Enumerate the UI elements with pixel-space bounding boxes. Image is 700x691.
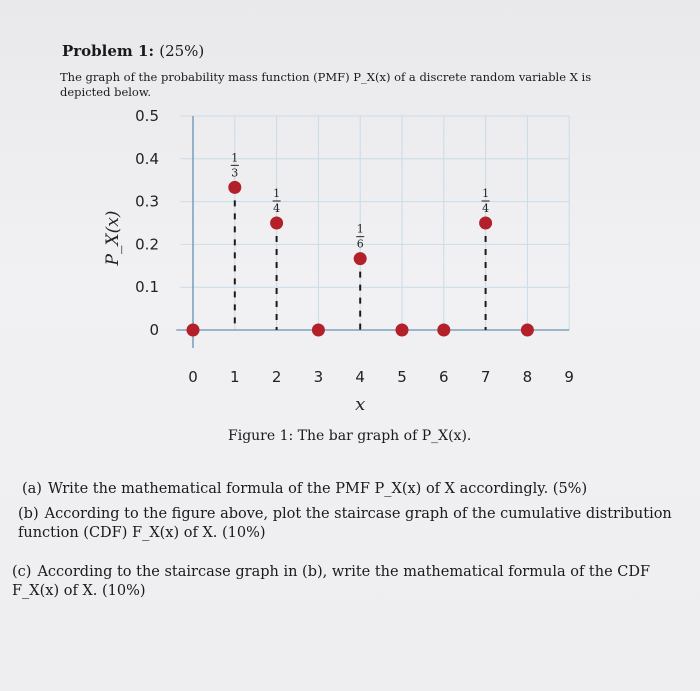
- question-label: (a): [22, 481, 42, 497]
- question-c: [12, 563, 682, 601]
- x-tick-label: 0: [188, 368, 198, 386]
- data-point: [187, 324, 200, 337]
- data-point: [437, 324, 450, 337]
- data-point: [312, 324, 325, 337]
- question-label: (b): [18, 506, 39, 522]
- tick-labels: [135, 107, 574, 386]
- y-tick-label: 0.2: [135, 235, 159, 254]
- y-tick-label: 0.4: [135, 149, 159, 168]
- data-point: [396, 324, 409, 337]
- question-text: According to the figure above, plot the staircase graph of the cumulative distribution function (CDF) F_X(x) of X. (10%): [18, 506, 672, 541]
- question-text: According to the staircase graph in (b), write the mathematical formula of the CDF F_X(x) of X. (10%): [12, 564, 651, 599]
- x-tick-label: 3: [313, 368, 324, 386]
- problem-intro: The graph of the probability mass function (PMF) P_X(x) of a discrete random variable X is depicted below.: [60, 70, 592, 99]
- data-label-denominator: 6: [356, 237, 364, 251]
- grid-lines: [180, 116, 569, 330]
- data-label-denominator: 3: [231, 166, 239, 180]
- problem-label: Problem 1:: [62, 42, 154, 60]
- data-point: [270, 217, 283, 230]
- question-b: [18, 505, 678, 543]
- data-label-numerator: 1: [231, 151, 239, 165]
- x-tick-label: 8: [522, 368, 533, 386]
- data-point: [228, 181, 241, 194]
- data-point: [521, 324, 534, 337]
- x-tick-label: 7: [480, 368, 491, 386]
- problem-weight: (25%): [159, 42, 205, 60]
- data-point: [479, 217, 492, 230]
- x-tick-label: 6: [439, 368, 449, 386]
- data-label-numerator: 1: [356, 222, 364, 236]
- y-axis-label: P_X(x): [103, 210, 123, 266]
- y-tick-label: 0: [149, 321, 159, 339]
- x-tick-label: 4: [355, 368, 365, 386]
- figure-caption: Figure 1: The bar graph of P_X(x).: [228, 428, 472, 444]
- data-label-numerator: 1: [482, 187, 490, 200]
- y-tick-label: 0.1: [135, 278, 159, 297]
- data-point: [354, 252, 367, 265]
- data-label-numerator: 1: [273, 187, 281, 200]
- data-label-denominator: 4: [482, 202, 490, 215]
- x-tick-label: 1: [230, 368, 240, 386]
- y-tick-label: 0.3: [135, 192, 159, 211]
- x-axis-label: x: [355, 394, 366, 415]
- y-tick-label: 0.5: [135, 107, 159, 125]
- question-a: [22, 480, 587, 499]
- data-label-denominator: 4: [273, 202, 281, 215]
- x-tick-label: 2: [271, 368, 282, 386]
- x-tick-label: 9: [564, 368, 574, 386]
- question-text: Write the mathematical formula of the PMF P_X(x) of X accordingly. (5%): [47, 481, 588, 497]
- question-label: (c): [12, 564, 32, 580]
- x-tick-label: 5: [397, 368, 407, 386]
